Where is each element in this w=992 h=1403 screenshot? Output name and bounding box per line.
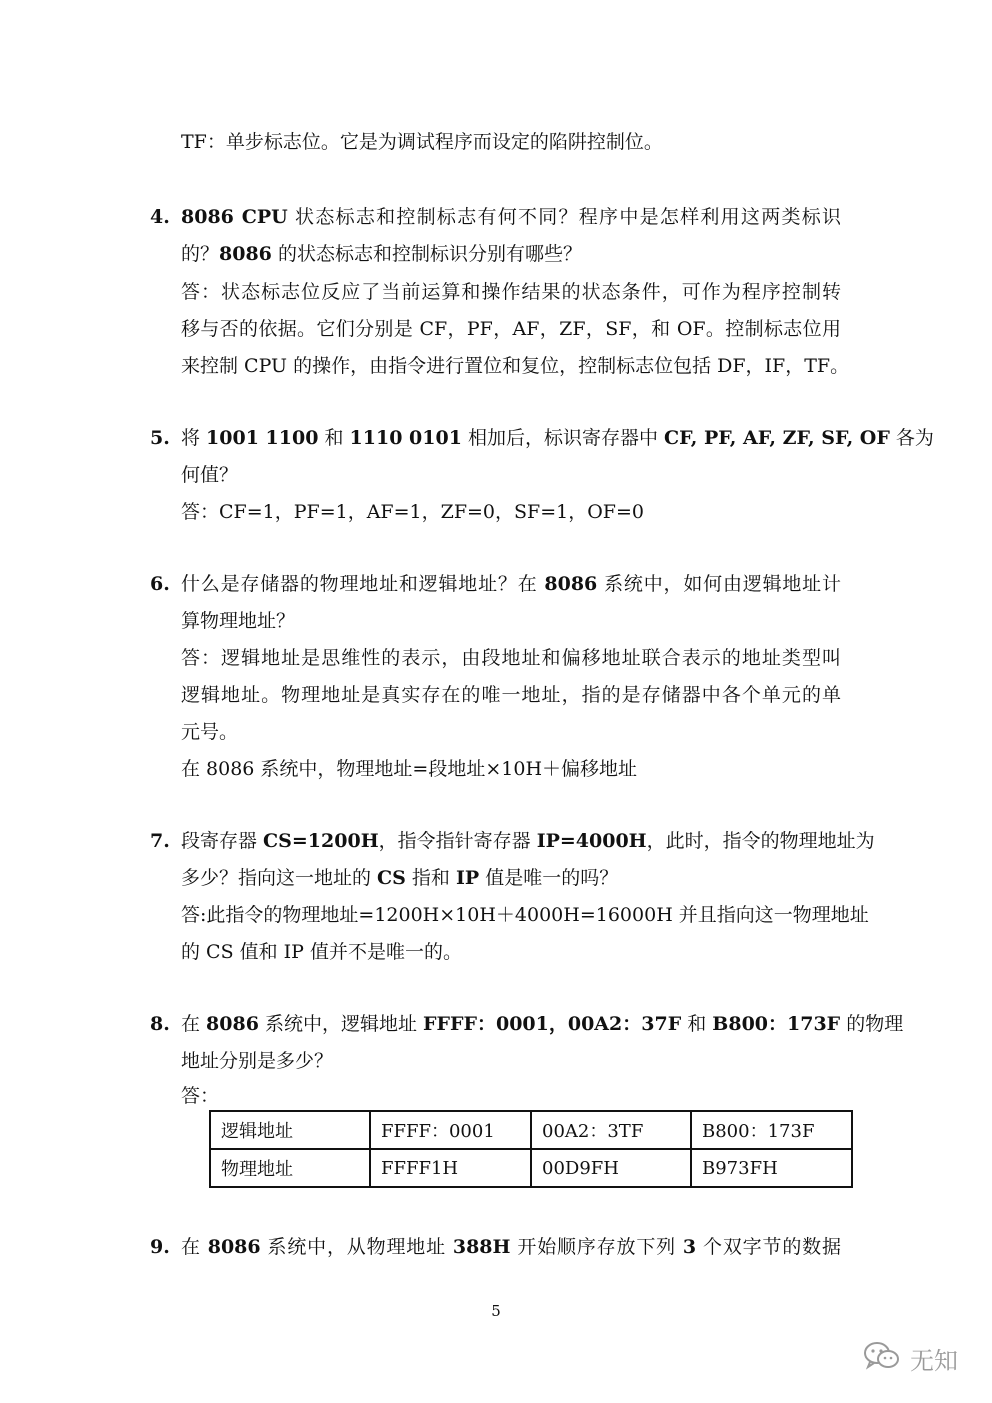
q6-p2: 系统中，如何由逻辑地址计 [597, 573, 841, 595]
table-cell: B973FH [691, 1149, 852, 1187]
answer-6-line-3: 元号。 [181, 721, 239, 743]
table-cell: 逻辑地址 [210, 1111, 370, 1149]
q7-ip: IP=4000H [536, 830, 647, 852]
q5-p6: 各为 [889, 427, 934, 449]
wechat-icon [862, 1340, 902, 1377]
question-5-number: 5. [150, 427, 170, 449]
q9-388h: 388H [452, 1236, 511, 1258]
q7-l2-cs: CS [377, 867, 406, 889]
answer-4-line-1: 答：状态标志位反应了当前运算和操作结果的状态条件，可作为程序控制转 [181, 281, 841, 303]
table-cell: B800：173F [691, 1111, 852, 1149]
q9-8086: 8086 [207, 1236, 261, 1258]
table-row [210, 1149, 852, 1187]
q4-line1-text: 状态标志和控制标志有何不同？程序中是怎样利用这两类标识 [287, 206, 841, 228]
q4-cpu-term: 8086 CPU [181, 206, 288, 228]
q9-p6: 个双字节的数据 [696, 1236, 841, 1258]
q7-l2-p4: 值是唯一的吗？ [479, 867, 619, 889]
question-8-line-2: 地址分别是多少？ [181, 1050, 334, 1072]
q9-3: 3 [682, 1236, 697, 1258]
question-8-number: 8. [150, 1013, 170, 1035]
q7-p0: 段寄存器 [181, 830, 264, 852]
answer-6-line-1: 答：逻辑地址是思维性的表示，由段地址和偏移地址联合表示的地址类型叫 [181, 647, 841, 669]
q8-p4: 和 [681, 1013, 713, 1035]
answer-7-line-2: 的 CS 值和 IP 值并不是唯一的。 [181, 941, 463, 963]
q5-p0: 将 [181, 427, 207, 449]
answer-7-line-1: 答:此指令的物理地址=1200H×10H＋4000H=16000H 并且指向这一物理地址 [181, 904, 869, 926]
answer-5-line-1: 答：CF=1，PF=1，AF=1，ZF=0，SF=1，OF=0 [181, 501, 644, 523]
q5-binary-1: 1001 1100 [206, 427, 319, 449]
q7-p2: ，指令指针寄存器 [378, 830, 537, 852]
q7-p4: ，此时，指令的物理地址为 [646, 830, 875, 852]
q5-p4: 相加后，标识寄存器中 [461, 427, 665, 449]
q8-p0: 在 [181, 1013, 207, 1035]
q4-line2-a: 的？ [181, 243, 220, 265]
answer-6-line-4: 在 8086 系统中，物理地址=段地址×10H＋偏移地址 [181, 758, 638, 780]
tf-description: TF：单步标志位。它是为调试程序而设定的陷阱控制位。 [181, 131, 663, 153]
answer-4-line-2: 移与否的依据。它们分别是 CF，PF，AF，ZF，SF，和 OF。控制标志位用 [181, 318, 841, 340]
q5-p2: 和 [318, 427, 350, 449]
q8-p2: 系统中，逻辑地址 [258, 1013, 424, 1035]
question-5-line-1 [181, 426, 934, 450]
question-7-line-2 [181, 866, 618, 890]
q6-8086: 8086 [544, 573, 598, 595]
question-4-line-2 [181, 242, 582, 266]
answer-8-label: 答： [181, 1085, 220, 1107]
q5-flags: CF, PF, AF, ZF, SF, OF [664, 427, 890, 449]
q9-p0: 在 [181, 1236, 208, 1258]
question-6-line-2: 算物理地址？ [181, 610, 296, 632]
q4-line2-8086: 8086 [219, 243, 272, 265]
table-cell: 00D9FH [531, 1149, 691, 1187]
table-row [210, 1111, 852, 1149]
question-7-line-1 [181, 829, 875, 853]
question-6-number: 6. [150, 573, 170, 595]
question-4-number: 4. [150, 206, 170, 228]
question-9-number: 9. [150, 1236, 170, 1258]
q8-addr-1: FFFF：0001，00A2：37F [423, 1013, 682, 1035]
question-9-line-1 [181, 1235, 841, 1259]
question-4-line-1 [181, 205, 841, 229]
q5-binary-2: 1110 0101 [349, 427, 462, 449]
q8-addr-2: B800：173F [712, 1013, 841, 1035]
page-number: 5 [491, 1302, 501, 1320]
table-cell: 00A2：3TF [531, 1111, 691, 1149]
q7-l2-p2: 指和 [405, 867, 456, 889]
table-cell: FFFF：0001 [370, 1111, 531, 1149]
q9-p4: 开始顺序存放下列 [510, 1236, 683, 1258]
watermark-text: 无知 [910, 1347, 958, 1375]
answer-4-line-3: 来控制 CPU 的操作，由指令进行置位和复位，控制标志位包括 DF，IF，TF。 [181, 355, 850, 377]
q7-l2-p0: 多少？指向这一地址的 [181, 867, 378, 889]
question-6-line-1 [181, 572, 841, 596]
answer-6-line-2: 逻辑地址。物理地址是真实存在的唯一地址，指的是存储器中各个单元的单 [181, 684, 841, 706]
question-8-line-1 [181, 1012, 904, 1036]
table-cell: 物理地址 [210, 1149, 370, 1187]
q6-p0: 什么是存储器的物理地址和逻辑地址？在 [181, 573, 545, 595]
q8-p6: 的物理 [840, 1013, 904, 1035]
q7-cs: CS=1200H [263, 830, 379, 852]
q9-p2: 系统中，从物理地址 [260, 1236, 453, 1258]
q7-l2-ip: IP [455, 867, 480, 889]
question-5-line-2: 何值？ [181, 464, 239, 486]
table-cell: FFFF1H [370, 1149, 531, 1187]
question-7-number: 7. [150, 830, 170, 852]
q4-line2-c: 的状态标志和控制标识分别有哪些？ [271, 243, 582, 265]
address-table [209, 1110, 853, 1188]
q8-8086: 8086 [206, 1013, 259, 1035]
watermark [862, 1340, 958, 1377]
